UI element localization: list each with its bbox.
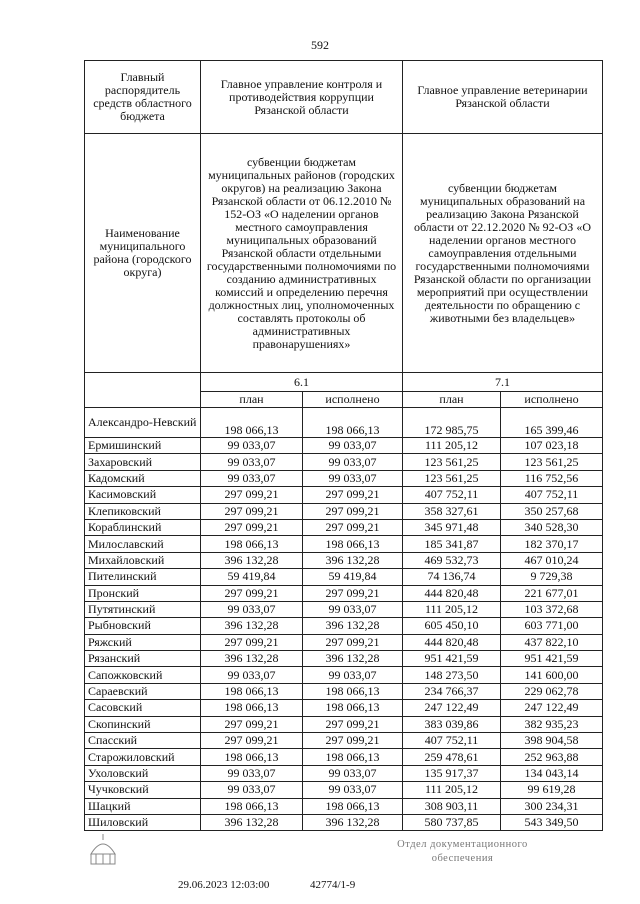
plan-61: 99 033,07 (201, 667, 303, 683)
done-61: 99 033,07 (303, 454, 403, 470)
header-veterinary-dept: Главное управление ветеринарии Рязанской области (403, 61, 603, 134)
table-row (85, 552, 603, 568)
table-row (85, 749, 603, 765)
plan-71: 444 820,48 (403, 585, 501, 601)
plan-61: 99 033,07 (201, 438, 303, 454)
done-61: 297 099,21 (303, 585, 403, 601)
plan-61: 99 033,07 (201, 470, 303, 486)
table-row (85, 454, 603, 470)
done-61: 297 099,21 (303, 716, 403, 732)
table-row (85, 618, 603, 634)
municipality-name: Шацкий (85, 798, 201, 814)
table-row (85, 487, 603, 503)
municipality-name: Пителинский (85, 569, 201, 585)
plan-61: 198 066,13 (201, 683, 303, 699)
plan-71: 469 532,73 (403, 552, 501, 568)
municipality-name: Скопинский (85, 716, 201, 732)
municipality-name: Ермишинский (85, 438, 201, 454)
table-row (85, 765, 603, 781)
plan-71: 185 341,87 (403, 536, 501, 552)
municipality-name: Пронский (85, 585, 201, 601)
footer-doc-code: 42774/1-9 (310, 879, 356, 891)
municipality-name: Касимовский (85, 487, 201, 503)
plan-61: 396 132,28 (201, 618, 303, 634)
table-row (85, 601, 603, 617)
done-61: 198 066,13 (303, 700, 403, 716)
municipality-name: Шиловский (85, 814, 201, 830)
table-row (85, 519, 603, 535)
done-61: 297 099,21 (303, 487, 403, 503)
plan-71: 580 737,85 (403, 814, 501, 830)
done-71: 300 234,31 (501, 798, 603, 814)
plan-71: 74 136,74 (403, 569, 501, 585)
done-71: 141 600,00 (501, 667, 603, 683)
done-header: исполнено (303, 392, 403, 408)
plan-71: 111 205,12 (403, 601, 501, 617)
done-61: 396 132,28 (303, 651, 403, 667)
done-61: 99 033,07 (303, 438, 403, 454)
municipality-name: Сасовский (85, 700, 201, 716)
municipality-name: Сараевский (85, 683, 201, 699)
code-71: 7.1 (403, 373, 603, 392)
table-row (85, 700, 603, 716)
plan-61: 297 099,21 (201, 634, 303, 650)
done-71: 182 370,17 (501, 536, 603, 552)
table-row (85, 536, 603, 552)
plan-71: 247 122,49 (403, 700, 501, 716)
header-distributor: Главный распорядитель средств областного бюджета (85, 61, 201, 134)
department-stamp: Отдел документационного обеспечения (397, 839, 528, 864)
plan-61: 198 066,13 (201, 700, 303, 716)
done-71: 116 752,56 (501, 470, 603, 486)
header-corruption-dept: Главное управление контроля и противодействия коррупции Рязанской области (201, 61, 403, 134)
plan-61: 99 033,07 (201, 765, 303, 781)
plan-61: 99 033,07 (201, 454, 303, 470)
plan-61: 297 099,21 (201, 503, 303, 519)
done-71: 123 561,25 (501, 454, 603, 470)
plan-71: 444 820,48 (403, 634, 501, 650)
done-61: 198 066,13 (303, 749, 403, 765)
done-71: 951 421,59 (501, 651, 603, 667)
done-61: 297 099,21 (303, 733, 403, 749)
done-71: 229 062,78 (501, 683, 603, 699)
done-71: 103 372,68 (501, 601, 603, 617)
table-row (85, 585, 603, 601)
plan-71: 407 752,11 (403, 733, 501, 749)
municipality-name: Захаровский (85, 454, 201, 470)
empty-cell (85, 373, 201, 408)
table-row (85, 814, 603, 830)
done-61: 198 066,13 (303, 798, 403, 814)
table-row (85, 470, 603, 486)
footer-datetime: 29.06.2023 12:03:00 (178, 879, 270, 891)
plan-61: 297 099,21 (201, 716, 303, 732)
done-61: 396 132,28 (303, 618, 403, 634)
done-71: 350 257,68 (501, 503, 603, 519)
done-71: 247 122,49 (501, 700, 603, 716)
plan-71: 358 327,61 (403, 503, 501, 519)
done-61: 297 099,21 (303, 503, 403, 519)
municipality-name: Кораблинский (85, 519, 201, 535)
header-municipality: Наименование муниципального района (городского округа) (85, 134, 201, 373)
done-61: 198 066,13 (303, 408, 403, 438)
municipality-name: Кадомский (85, 470, 201, 486)
done-71: 340 528,30 (501, 519, 603, 535)
plan-61: 198 066,13 (201, 536, 303, 552)
plan-71: 605 450,10 (403, 618, 501, 634)
done-61: 99 033,07 (303, 667, 403, 683)
plan-71: 383 039,86 (403, 716, 501, 732)
plan-71: 123 561,25 (403, 470, 501, 486)
done-71: 252 963,88 (501, 749, 603, 765)
plan-61: 99 033,07 (201, 782, 303, 798)
plan-71: 135 917,37 (403, 765, 501, 781)
table-row (85, 782, 603, 798)
table-row (85, 716, 603, 732)
code-61: 6.1 (201, 373, 403, 392)
municipality-name: Милославский (85, 536, 201, 552)
budget-table (84, 60, 603, 831)
done-71: 134 043,14 (501, 765, 603, 781)
municipality-name: Спасский (85, 733, 201, 749)
plan-71: 407 752,11 (403, 487, 501, 503)
municipality-name: Сапожковский (85, 667, 201, 683)
done-61: 297 099,21 (303, 634, 403, 650)
table-row (85, 667, 603, 683)
done-61: 198 066,13 (303, 536, 403, 552)
subvention-71-desc: субвенции бюджетам муниципальных образований на реализацию Закона Рязанской области от 22.12.2020 № 92-ОЗ «О наделении органов местного самоуправления отдельными государственными полномочиями Рязанской области по организации мероприятий при осуществлении деятельности по обращению с животными без владельцев» (403, 134, 603, 373)
done-71: 107 023,18 (501, 438, 603, 454)
done-71: 9 729,38 (501, 569, 603, 585)
plan-61: 198 066,13 (201, 408, 303, 438)
municipality-name: Клепиковский (85, 503, 201, 519)
subvention-61-desc: субвенции бюджетам муниципальных районов (городских округов) на реализацию Закона Рязанской области от 06.12.2010 № 152-ОЗ «О наделении органов местного самоуправления муниципальных образований Рязанской области отдельными государственными полномочиями по созданию административных комиссий и определению перечня должностных лиц, уполномоченных составлять протоколы об административных правонарушениях» (201, 134, 403, 373)
done-71: 437 822,10 (501, 634, 603, 650)
plan-61: 297 099,21 (201, 733, 303, 749)
plan-61: 396 132,28 (201, 552, 303, 568)
plan-71: 111 205,12 (403, 782, 501, 798)
done-61: 99 033,07 (303, 470, 403, 486)
plan-71: 148 273,50 (403, 667, 501, 683)
duma-logo (86, 832, 120, 872)
plan-71: 308 903,11 (403, 798, 501, 814)
plan-61: 99 033,07 (201, 601, 303, 617)
table-row (85, 733, 603, 749)
table-row (85, 503, 603, 519)
done-61: 99 033,07 (303, 601, 403, 617)
plan-header: план (201, 392, 303, 408)
plan-61: 59 419,84 (201, 569, 303, 585)
done-71: 543 349,50 (501, 814, 603, 830)
done-71: 99 619,28 (501, 782, 603, 798)
plan-61: 396 132,28 (201, 814, 303, 830)
municipality-name: Старожиловский (85, 749, 201, 765)
plan-61: 198 066,13 (201, 749, 303, 765)
table-row (85, 683, 603, 699)
done-61: 59 419,84 (303, 569, 403, 585)
plan-61: 297 099,21 (201, 487, 303, 503)
done-61: 99 033,07 (303, 782, 403, 798)
municipality-name: Рязанский (85, 651, 201, 667)
table-row (85, 798, 603, 814)
plan-61: 297 099,21 (201, 519, 303, 535)
table-row (85, 438, 603, 454)
plan-61: 297 099,21 (201, 585, 303, 601)
table-row (85, 408, 603, 438)
table-row (85, 651, 603, 667)
done-71: 407 752,11 (501, 487, 603, 503)
plan-61: 198 066,13 (201, 798, 303, 814)
municipality-name: Чучковский (85, 782, 201, 798)
municipality-name: Ухоловский (85, 765, 201, 781)
municipality-name: Александро-Невский (85, 408, 201, 438)
done-61: 396 132,28 (303, 814, 403, 830)
page-number: 592 (311, 38, 329, 52)
done-71: 165 399,46 (501, 408, 603, 438)
plan-71: 111 205,12 (403, 438, 501, 454)
plan-71: 234 766,37 (403, 683, 501, 699)
plan-71: 345 971,48 (403, 519, 501, 535)
municipality-name: Михайловский (85, 552, 201, 568)
done-61: 297 099,21 (303, 519, 403, 535)
municipality-name: Путятинский (85, 601, 201, 617)
done-61: 99 033,07 (303, 765, 403, 781)
done-61: 198 066,13 (303, 683, 403, 699)
done-71: 398 904,58 (501, 733, 603, 749)
municipality-name: Рыбновский (85, 618, 201, 634)
done-71: 382 935,23 (501, 716, 603, 732)
municipality-name: Ряжский (85, 634, 201, 650)
plan-71: 123 561,25 (403, 454, 501, 470)
done-header: исполнено (501, 392, 603, 408)
plan-71: 172 985,75 (403, 408, 501, 438)
plan-header: план (403, 392, 501, 408)
table-row (85, 634, 603, 650)
table-row (85, 569, 603, 585)
plan-71: 951 421,59 (403, 651, 501, 667)
plan-61: 396 132,28 (201, 651, 303, 667)
plan-71: 259 478,61 (403, 749, 501, 765)
done-71: 221 677,01 (501, 585, 603, 601)
done-61: 396 132,28 (303, 552, 403, 568)
done-71: 603 771,00 (501, 618, 603, 634)
done-71: 467 010,24 (501, 552, 603, 568)
